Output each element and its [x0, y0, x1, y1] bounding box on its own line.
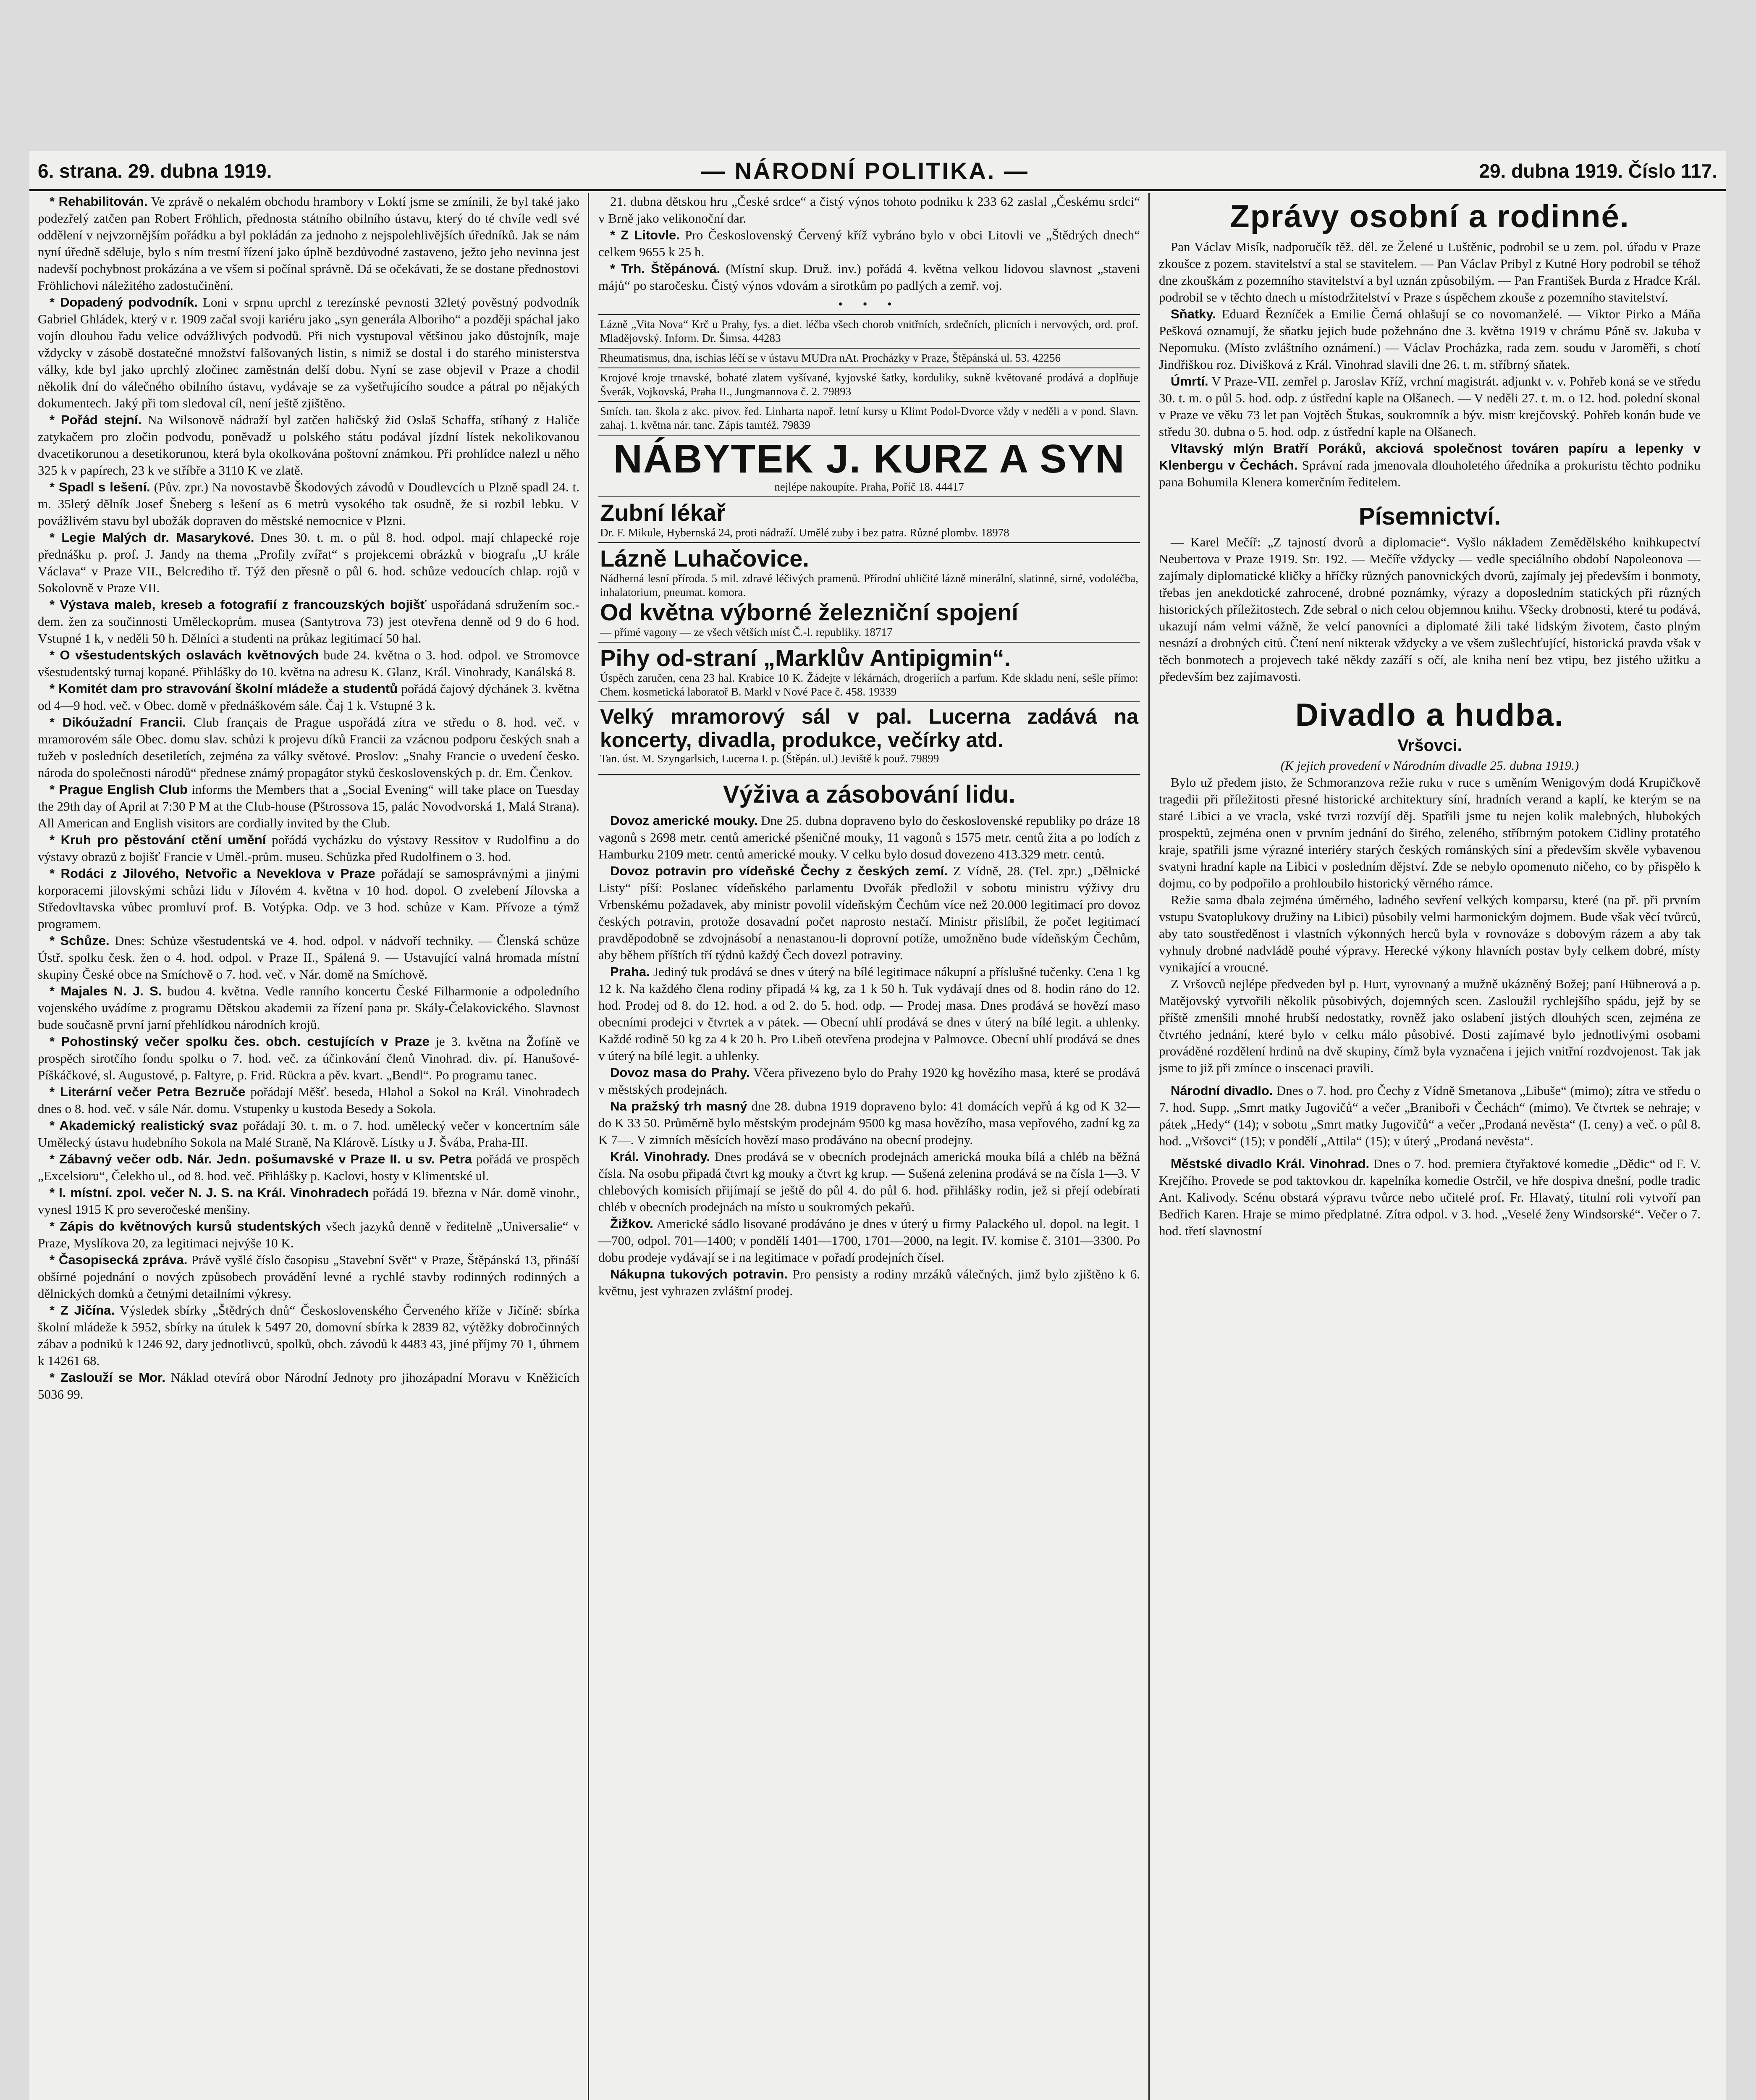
ad-tanecni-skola — [598, 401, 1140, 435]
article-lead: * Zápis do květnových kursů studentských — [50, 1219, 321, 1234]
article-body: pořádají Měšť. beseda, Hlahol a Sokol na Král. Vinohradech dnes o 8. hod. več. v sále Nár. domu. Vstupenky u kustoda Besedy a Sokola. — [38, 1084, 579, 1116]
article-lead: * Dopadený podvodník. — [50, 295, 198, 310]
article-lead: Dovoz americké mouky. — [610, 813, 758, 828]
article-body: Včera přivezeno bylo do Prahy 1920 kg hovězího masa, které se prodává v městských prodejnách. — [598, 1065, 1140, 1097]
article-paragraph — [38, 1302, 579, 1369]
ad-zubni-lekar — [598, 496, 1140, 542]
article-body: Režie sama dbala zejména úměrného, ladného sevření velkých komparsu, které (na př. při prvním vstupu Svatoplukovy družiny na Libici) působily velmi harmonickým dojmem. Bude však věcí tvůrců, aby tato soustředěnost i vlastních výkonných herců byla v rovnováze s dobovým rázem a aby tak vyhnuly drobné nadvládě pouhé výpravy. Herecké výkony hlavních postav byly celkem dobré, místy vynikající a vroucné. — [1159, 892, 1701, 974]
section-heading-divadlo: Divadlo a hudba. — [1295, 697, 1565, 733]
article-paragraph — [38, 596, 579, 647]
ad-text: nejlépe nakoupíte. Praha, Poříč 18. 44417 — [774, 480, 964, 493]
article-paragraph — [38, 1151, 579, 1184]
ad-antipigmin — [598, 642, 1140, 701]
article-body: Dnes prodává se v obecních prodejnách americká mouka bílá a chléb na běžná čísla. Na osobu připadá čtvrt kg mouky a čtvrt kg krup. — Sušená zelenina prodává se na čísla 1—3. V chlebových komisích přijímají se ještě do půl 4. do půl 6. hod. přihlášky rodin, jež si přejí odebírati chléb v obecních prodejnách na místo u soukromých pekařů. — [598, 1149, 1140, 1214]
article-body: Dnes o 7. hod. pro Čechy z Vídně Smetanova „Libuše“ (mimo); zítra ve středu o 7. hod. Supp. „Smrt matky Jugovičů“ a večer „Braniboři v Čechách“ (mimo). Ve čtvrtek se nehraje; v pátek „Hedy“ (14); v sobotu „Smrt matky Jugovičů“ a večer „Prodaná nevěsta“ (I. ceny) a več. o půl 8. hod. „Vršovci“ (15); v pondělí „Attila“ (15); v úterý „Prodaná nevěsta“. — [1159, 1083, 1701, 1148]
article-paragraph — [598, 863, 1140, 963]
article-body: Americké sádlo lisované prodáváno je dnes v úterý u firmy Palackého ul. dopol. na legit. 1—700, odpol. 701—1400; v pondělí 1401—1700, 1701—2000, na legit. IV. komise č. 3101—3300. Po dobu prodeje vydávají se i na legitimace v pořadí prodejních čísel. — [598, 1216, 1140, 1265]
article-paragraph — [598, 963, 1140, 1064]
article-paragraph — [598, 1098, 1140, 1148]
article-body: pořádají se samosprávnými a jinými korporacemi jilovskými schůzi lidu v Jílovém 4. května v 10 hod. dopol. O zvelebení Jílovska a Středovltavska vůbec promluví prof. B. Votýpka. Odp. ve 3 hod. schůze v Kam. Přívoze a týmž programem. — [38, 866, 579, 931]
article-title-vrsovci: Vršovci. — [1397, 736, 1462, 755]
article-narodni-divadlo — [1159, 1082, 1701, 1150]
section-heading-zpravy: Zprávy osobní a rodinné. — [1230, 199, 1630, 234]
article-body: pořádá ve prospěch „Excelsioru“, Čelekho ul., od 8. hod. več. Přihlášky p. Kaclovi, hosty v Klimentské ul. — [38, 1152, 579, 1183]
article-body: Na Wilsonově nádraží byl zatčen haličský žid Oslaš Schaffa, stíhaný z Haliče zatykačem pro zločin podvodu, poněvadž u polského státu podával jízdní lístek nekolikovanou dvacetikorunou a desetikorunou, která byla okolkována poštovní známkou. Při prohlídce nalezl u něho 325 k v papírech, 23 k ve stříbře a 3110 K ve zlatě. — [38, 412, 579, 478]
article-lead: * Pohostinský večer spolku čes. obch. cestujících v Praze — [50, 1034, 430, 1049]
article-paragraph — [598, 260, 1140, 294]
article-lead: Žižkov. — [610, 1216, 653, 1231]
article-body: Výsledek sbírky „Štědrých dnů“ Československého Červeného kříže v Jičíně: sbírka školní mládeže k 5952, sbírky na útulek k 5497 20, domovní sbírka k 2839 82, výtěžky dobročinných zábav a podniků k 1246 92, dary jednotlivců, spolků, obch. závodů k 4483 43, jiné příjmy 70 1, úhrnem k 14261 68. — [38, 1303, 579, 1368]
article-paragraph — [38, 832, 579, 865]
article-body: Z Vídně, 28. (Tel. zpr.) „Dělnické Listy“ píší: Poslanec vídeňského parlamentu Dvořák předložil v sobotu ministru výživy dru Vrbenskému požadavek, aby ministr povolil vídeňským Čechům více než 20.000 legitimací pro dovoz českých potravin, protože dosavadní počet naprosto nestačí. Ministr přislíbil, že počet legitimací pravděpodobně se zdvojnásobí a nenastanou-li doprovní potíže, umožněno bude vídeňským Čechům, aby během příštích tří týdnů každý Čech dovezl potraviny. — [598, 863, 1140, 962]
article-paragraph — [38, 680, 579, 714]
article-lead: Sňatky. — [1171, 306, 1216, 321]
article-paragraph — [38, 932, 579, 983]
article-body: Dnes 30. t. m. o půl 8. hod. odpol. mají chlapecké roje přednášku p. prof. J. Jandy na thema „Profily zvířat“ s projekcemi obrázků v biografu „U krále Václava“ v Praze VII., Belcrediho tř. Týž den přesně o půl 6. hod. schůze vedoucích chlap. rojů v Sokolovně v Praze VII. — [38, 530, 579, 595]
ad-subtitle: Od května výborné železniční spojení — [600, 599, 1018, 625]
ad-text: Dr. F. Mikule, Hybernská 24, proti nádraží. Umělé zuby i bez patra. Různé plombv. 18978 — [600, 526, 1009, 539]
header-date-right: 29. dubna 1919. Číslo 117. — [1479, 160, 1717, 182]
article-lead: * Dikóužadní Francii. — [50, 715, 186, 730]
article-lead: Dovoz masa do Prahy. — [610, 1065, 750, 1080]
article-body: Pro pensisty a rodiny mrzáků válečných, jimž bylo zjištěno k 6. květnu, jest vyhrazen zvláštní prodej. — [598, 1266, 1140, 1298]
article-body: budou 4. května. Vedle ranního koncertu České Filharmonie a odpoledního vojenského uvádíme z programu Dětskou akademii za řízení pana pr. Skály-Čelakovického. Slavnost bude současně první jarní přehlídkou národních krojů. — [38, 984, 579, 1032]
article-lead: * Zaslouží se Mor. — [50, 1370, 165, 1385]
ad-kroje — [598, 368, 1140, 401]
article-body: Bylo už předem jisto, že Schmoranzova režie ruku v ruce s uměním Wenigovým dodá Krupičkově tragedii při příležitosti přesné historické architektury síní, hradních verand a kaplí, ke kterým se na staré Libici a ve vracla, vské tvrzi rozvíjí děj. Spatřili jsme tu nejen kolik malebných, hlubokých prospektů, zejména onen v prvním jednání do širého, zeleného, stříbrným potokem Cidliny protatého kraje, spatřili jsme výrazné interiéry starých českých románských síní a především skvěle vybavenou svatyni hradní kaple na Libici v posledním dějství. Zde se nebylo opomenuto ničeho, co by přispělo k dojmu, co by podpořilo a prohloubilo historický věrného rámce. — [1159, 774, 1701, 890]
article-body: (Pův. zpr.) Na novostavbě Škodových závodů v Doudlevcích u Plzně spadl 24. t. m. 35letý dělník Josef Šneberg s lešení as 6 metrů vysokého tak osudně, že si rozbil lebku. V povážlivém stavu byl ubožák dopraven do městské nemocnice v Plzni. — [38, 480, 579, 528]
ad-luhacovice — [598, 542, 1140, 642]
article-body: informs the Members that a „Social Evening“ will take place on Tuesday the 29th day of April at 7:30 P M at the Club-house (Pštrossova 15, palác Novodvorská 1, Malá Strana). All American and English visitors are cordially invited by the Club. — [38, 782, 579, 830]
article-body: Pro Československý Červený kříž vybráno bylo v obci Litovli ve „Štědrých dnech“ celkem 9655 k 25 h. — [598, 228, 1140, 259]
ad-nabytek — [598, 435, 1140, 496]
article-body: Dnes o 7. hod. premiera čtyřaktové komedie „Dědic“ od F. V. Krejčího. Provede se pod taktovkou dr. kapelníka komedie Ostrčil, ve hře dospiva dnešní, podle tradic Ant. Kalivody. Scénu obstará výpravu tvůrce nebo učitelé prof. Fr. Hlavatý, titulní roli vytvoří pan Bedřich Karen. Hraje se mimo předplatné. Zítra odpol. v 3. hod. „Veselé ženy Windsorské“. Večer o 7. hod. třetí slavnostní — [1159, 1156, 1701, 1238]
article-paragraph — [1159, 306, 1701, 373]
article-lead: Nákupna tukových potravin. — [610, 1266, 788, 1281]
article-lead: * Rehabilitován. — [50, 194, 148, 209]
article-body: Z Vršovců nejlépe předveden byl p. Hurt, vyrovnaný a mužně ukázněný Božej; paní Hübnerová a p. Matějovský vytvořili několik působivých, dojemných scen. Zasloužil rychlejšího spádu, jejž by se příště zmenšili mnohé hrubší nedostatky, rovněž jako oslabení jistých dlouhých scen, zejména ze čtvrtého jednání, které bylo v celku málo působivé. Dosti zajímavé bylo jednotlivými osobami prováděné rozdělení hrdinů na dvě skupiny, čímž byla vyznačena i jejich vnitřní rozdvojenost. Tak jak jsme to již při zmínce o inscenaci pravili. — [1159, 976, 1701, 1075]
ad-text: Úspěch zaručen, cena 23 hal. Krabice 10 K. Žádejte v lékárnách, drogeriích a parfum. Kde skladu není, sešle přímo: Chem. kosmetická laboratoř B. Markl v Nové Pace č. 458. 19339 — [600, 672, 1138, 698]
article-lead: * Pořád stejní. — [50, 412, 142, 427]
article-lead: * Komitét dam pro stravování školní mládeže a studentů — [50, 681, 398, 696]
article-body: pořádají 30. t. m. o 7. hod. umělecký večer v koncertním sále Umělecký ústavu hudebního Sokola na Malé Straně, Na Klárově. Lístky u J. Švába, Praha-III. — [38, 1118, 579, 1150]
article-lead: * Časopisecká zpráva. — [50, 1252, 188, 1267]
page-header — [29, 151, 1726, 191]
column-left — [38, 193, 579, 2100]
article-body: Dne 25. dubna dopraveno bylo do československé republiky po dráze 18 vagonů s 2698 metr. centů americké pšeničné mouky, 11 vagonů s 1575 metr. centů žita a po lodích z Hamburku 2109 metr. centů americké mouky. V celku bylo dosud dovezeno 413.329 metr. centů. — [598, 813, 1140, 861]
article-paragraph — [598, 1266, 1140, 1299]
article-body: V Praze-VII. zemřel p. Jaroslav Kříž, vrchní magistrát. adjunkt v. v. Pohřeb koná se ve středu 30. t. m. o půl 5. hod. odp. z ústřední kaple na Olšanech. — V neděli 27. t. m. o 12. hod. polední skonal v Praze ve věku 73 let pan Vojtěch Štukas, soukromník a býv. mistr krejčovský. Pohřeb konán bude ve středu 30. dubna o 5. hod. odp. z ústřední kaple na Olšanech. — [1159, 373, 1701, 439]
article-paragraph — [1159, 976, 1701, 1076]
article-lead: Vltavský mlýn Bratří Poráků, akciová společnost továren papíru a lepenky v Klenbergu v Čechách. — [1159, 441, 1701, 472]
article-pisemnictvi: — Karel Mečíř: „Z tajností dvorů a diplomacie“. Vyšlo nákladem Zemědělského knihkupectví Neubertova v Praze 1919. Str. 192. — Mečíře vždycky — vedle speciálního období Napoleonova — zajímaly diplomatické kličky a hříčky různých panovnických dvorů, zajímaly jej především i bonmoty, třebas jen anekdotické zahrocené, drobné poznámky, výrazy a doposledním statických při různých historických příležitostech. Zde sebral o nich celou objemnou knihu. Všecky drobnosti, které tu podává, ukazují nám velmi vážně, že velcí panovníci a diplomaté žili také lidským životem, často plným nesnází a drobných citů. Čtení není nikterak vždycky a ve všem zušlechťující, historická pravda však v těch bonmotech a projevech také někdy zazáří s očí, ale kniha není bez vtipu, bez jistého užitku a především bez zajímavosti. — [1159, 535, 1701, 684]
article-paragraph — [38, 1184, 579, 1218]
article-lead: * Kruh pro pěstování ctění umění — [50, 832, 266, 847]
article-lead: * Majales N. J. S. — [50, 984, 162, 998]
article-paragraph — [598, 193, 1140, 227]
article-lead: Národní divadlo. — [1171, 1083, 1273, 1098]
ad-text: Lázně „Vita Nova“ Krč u Prahy, fys. a diet. léčba všech chorob vnitřních, srdečních, plicních i nervových, ord. prof. Mladějovský. Inform. Dr. Šimsa. 44283 — [600, 318, 1138, 344]
article-paragraph — [1159, 373, 1701, 440]
ad-vita-nova — [598, 314, 1140, 348]
article-body: Ve zprávě o nekalém obchodu hrambory v Loktí jsme se zmínili, že byl také jako podezřelý zatčen pan Robert Fröhlich, přednosta státního obilního ústavu, který do té chvíle vedl své oddělení v nejvzornějším pořádku a byl pokládán za jednoho z nejspolehlivějších úředníků. Jak se nám nyní úředně sděluje, bylo s ním trestní řízení jako úplně bezdůvodné zastaveno, ježto jeho nevinna jest nadevší pochybnost prokázána a ve všem si počínal správně. Dá se očekávati, že se dostane přednostovi Fröhlichovi náležitého zadostučinění. — [38, 194, 579, 293]
column-rule — [1148, 193, 1150, 2100]
article-subtitle: (K jejich provedení v Národním divadle 25. dubna 1919.) — [1280, 758, 1579, 773]
article-lead: * I. místní. zpol. večer N. J. S. na Král. Vinohradech — [50, 1185, 369, 1200]
article-body: uspořádaná sdružením soc.-dem. žen za součinnosti Uměleckoprům. musea (Santytrova 73) jest otevřena denně od 9 do 6 hod. Vstupné 1 k, v neděli 50 h. Dělníci a studenti na průkaz legitimací 50 hal. — [38, 597, 579, 646]
article-body: Loni v srpnu uprchl z terezínské pevnosti 32letý pověstný podvodník Gabriel Ghládek, který v r. 1909 začal svoji kariéru jako „syn generála Alboriho“ a později spáchal jako vojín dlouhou řadu velice odvážlivých podvodů. Při nich vystupoval většinou jako důstojník, maje vždycky v zásobě dostatečné množství falšovaných listin, s nimiž se dostal i do starého ministerstva války, kde byl jako uprchlý zločinec zaměstnán delší dobu. Nyní se zase objevil v Praze a chodil několik dní do válečného obilního ústavu, vydávaje se za vyšetřujícího soudce a pátral po nějakých dokumentech. Jaký při tom sledoval cíl, není ještě zjištěno. — [38, 295, 579, 410]
article-paragraph — [38, 865, 579, 932]
article-body: všech jazyků denně v ředitelně „Universalie“ v Praze, Myslíkova 20, za legitimaci nejvýše 10 K. — [38, 1219, 579, 1250]
ad-text: — přímé vagony — ze všech větších míst Č.-l. republiky. 18717 — [600, 626, 893, 638]
article-lead: * Prague English Club — [50, 782, 188, 797]
column-rule — [588, 193, 589, 2100]
article-paragraph — [598, 227, 1140, 260]
article-lead: * Spadl s lešení. — [50, 480, 150, 494]
article-paragraph — [38, 781, 579, 832]
article-lead: * Z Jičína. — [50, 1303, 115, 1318]
section-heading-pisemnictvi: Písemnictví. — [1358, 502, 1501, 530]
article-lead: Dovoz potravin pro vídeňské Čechy z českých zemí. — [610, 863, 948, 878]
article-lead: * Rodáci z Jilového, Netvořic a Neveklova v Praze — [50, 866, 375, 881]
article-body: Právě vyšlé číslo časopisu „Stavební Svět“ v Praze, Štěpánská 13, přináší obšírné pojednání o nových způsobech provádění levné a rychlé stavby rodinných rodinných a dělnických domků a četnými detailními výkresy. — [38, 1252, 579, 1301]
article-paragraph — [38, 1252, 579, 1302]
article-paragraph — [38, 1369, 579, 1403]
article-paragraph — [38, 983, 579, 1033]
article-lead: * Trh. Štěpánová. — [610, 261, 721, 276]
article-body: pořádá vycházku do výstavy Ressitov v Rudolfinu a do výstavy obrazů z bojišť Francie v Uměl.-prům. museu. Schůzka před Rudolfinem o 3. hod. — [38, 832, 579, 864]
ad-text: Nádherná lesní příroda. 5 mil. zdravé léčivých pramenů. Přírodní uhličité lázně minerální, slatinné, sirné, vodoléčba, inhalatorium, pneumat. komora. — [600, 572, 1138, 598]
article-body: Club français de Prague uspořádá zítra ve středu o 8. hod. več. v mramorovém sále Obec. domu slav. schůzi k projevu díků Francii za vzácnou podporu českých snah a tužeb v posledních desetiletích, zejména za války světové. Proslov: „Snahy Francie o uvedení česko. národa do společnosti národů“ přednese známý propagátor styků československých p. dr. Em. Čenkov. — [38, 715, 579, 780]
separator: • • • — [838, 297, 901, 311]
article-lead: Praha. — [610, 964, 650, 979]
article-paragraph — [38, 479, 579, 529]
article-paragraph — [38, 714, 579, 781]
article-paragraph — [598, 812, 1140, 863]
ad-title: Velký mramorový sál v pal. Lucerna zadává na koncerty, divadla, produkce, večírky atd. — [600, 705, 1138, 752]
article-body: Pan Václav Misík, nadporučík těž. děl. ze Želené u Luštěnic, podrobil se u zem. pol. úřadu v Praze zkoušce z pozem. stavitelství a stal se stavitelem. — Pan Václav Pribyl z Kutné Hory podrobil se téhož dne zkouškám z pozemního stavitelství a byl uznán způsobilým. — Pan František Burda z Hradce Král. podrobil se v těchto dnech u místodržitelství v Praze s úspěchem zkouše z pozemního stavitelství. — [1159, 239, 1701, 304]
article-lead: Na pražský trh masný — [610, 1098, 747, 1113]
article-paragraph — [1159, 892, 1701, 976]
article-paragraph — [38, 1033, 579, 1084]
ad-text: Smích. tan. škola z akc. pivov. řed. Linharta napoř. letní kursy u Klimt Podol-Dvorce vždy v neděli a v pond. Slavn. zahaj. 1. května nár. tanc. Zápis tamtéž. 79839 — [600, 405, 1138, 431]
header-date-left: 6. strana. 29. dubna 1919. — [38, 160, 272, 182]
ad-text: Krojové kroje trnavské, bohaté zlatem vyšívané, kyjovské šatky, korduliky, sukně květované prodává a doplňuje Šverák, Vojkovská, Praha II., Jungmannova č. 2. 79893 — [600, 371, 1138, 398]
article-body: pořádá 19. března v Nár. domě vinohr., vynesl 1915 K pro severočeské menšiny. — [38, 1185, 579, 1217]
article-lead: * Zábavný večer odb. Nár. Jedn. pošumavské v Praze II. u sv. Petra — [50, 1152, 472, 1166]
article-paragraph — [38, 647, 579, 680]
ad-title: Zubní lékař — [600, 499, 726, 526]
section-heading-vyziva: Výživa a zásobování lidu. — [598, 774, 1140, 808]
article-paragraph — [598, 1064, 1140, 1098]
ad-lucerna — [598, 701, 1140, 768]
article-lead: * Akademický realistický svaz — [50, 1118, 238, 1133]
column-middle — [598, 193, 1140, 2100]
article-body: Eduard Řezníček a Emilie Černá ohlašují se co novomanželé. — Viktor Pirko a Máňa Pešková oznamují, že sňatku jejich bude požehnáno dne 3. května 1919 v chrámu Páně sv. Jakuba v Nepomuku. (Místo zvláštního oznámení.) — Václav Procházka, rada zem. soudu v Jaroměři, s chotí Jindřiškou roz. Divišková z Král. Vinohrad slavili dne 26. t. m. stříbrný sňatek. — [1159, 306, 1701, 372]
ad-title: Pihy od-straní „Marklův Antipigmin“. — [600, 645, 1011, 671]
article-paragraph — [1159, 774, 1701, 892]
article-paragraph — [598, 1148, 1140, 1215]
article-body: pořádá čajový dýchánek 3. května od 4—9 hod. več. v Obec. domě v přednáškovém sále. Čaj 1 k. Vstupné 3 k. — [38, 681, 579, 713]
article-body: Správní rada jmenovala dlouholetého úředníka a prokuristu těchto podniku pana Bohumila Klenera komerčním ředitelem. — [1159, 457, 1701, 489]
article-paragraph — [38, 193, 579, 294]
article-paragraph — [598, 1215, 1140, 1266]
article-lead: * Z Litovle. — [610, 228, 680, 242]
ad-title: NÁBYTEK J. KURZ A SYN — [613, 436, 1125, 481]
ad-title: Lázně Luhačovice. — [600, 545, 809, 572]
article-lead: * O všestudentských oslavách květnových — [50, 648, 319, 662]
article-lead: Městské divadlo Král. Vinohrad. — [1171, 1156, 1370, 1171]
masthead-title: — NÁRODNÍ POLITIKA. — — [701, 158, 1029, 184]
article-body: Dnes: Schůze všestudentská ve 4. hod. odpol. v nádvoří techniky. — Členská schůze Ústř. spolku česk. žen o 4. hod. odpol. v Praze II., Spálená 9. — Ustavující valná hromada místní skupiny České obce na Smíchově o 7. hod. več. v Nár. domě na Smíchově. — [38, 933, 579, 982]
article-paragraph — [38, 294, 579, 412]
article-paragraph — [38, 1117, 579, 1151]
article-body: 21. dubna dětskou hru „České srdce“ a čistý výnos tohoto podniku k 233 62 zaslal „Českému srdci“ v Brně jako velikonoční dar. — [598, 194, 1140, 226]
article-lead: * Výstava maleb, kreseb a fotografií z francouzských bojišť — [50, 597, 427, 612]
article-lead: Král. Vinohrady. — [610, 1149, 710, 1164]
article-body: bude 24. května o 3. hod. odpol. ve Stromovce všestudentský turnaj kopané. Přihlášky do 10. května na adresu K. Glanz, Král. Vinohrady, Kanálská 8. — [38, 648, 579, 679]
article-lead: * Literární večer Petra Bezruče — [50, 1084, 246, 1099]
article-body: Jediný tuk prodává se dnes v úterý na bílé legitimace nákupní a příslušné tučenky. Cena 1 kg 12 k. Na každého člena rodiny připadá ¼ kg, za 1 k 50 h. Tuk vydávají dnes od 8. hodin ráno do 12. hod. Prodej od 8. do 12. hod. a od 2. do 5. hod. odp. — Prodej masa. Dnes prodává se hovězí maso obecními prodejci v čtvrtek a v pátek. — Obecní uhlí prodává se dnes v úterý na bílé legit. a uhlenky. Každé rodině 50 kg za 4 k 20 h. Pro Libeň otevřena prodejna v Palmovce. Obecní uhlí prodává se dnes v úterý na bílé legit. a uhlenky. — [598, 964, 1140, 1063]
article-lead: Úmrtí. — [1171, 373, 1208, 388]
article-paragraph — [38, 529, 579, 596]
ad-text: Rheumatismus, dna, ischias léčí se v ústavu MUDra nAt. Procházky v Praze, Štěpánská ul. 53. 42256 — [600, 352, 1061, 364]
ad-text: Tan. úst. M. Szyngarlsich, Lucerna I. p. (Štěpán. ul.) Jeviště k použ. 79899 — [600, 752, 939, 765]
article-paragraph — [38, 1218, 579, 1252]
column-right — [1159, 193, 1701, 2100]
article-paragraph — [1159, 239, 1701, 306]
article-body: (Místní skup. Druž. inv.) pořádá 4. května velkou lidovou slavnost „staveni májů“ po staročesku. Čistý výnos vdovám a sirotkům po padlých a zemř. voj. — [598, 261, 1140, 293]
article-lead: * Legie Malých dr. Masarykové. — [50, 530, 254, 545]
article-body: je 3. května na Žofíně ve prospěch sirotčího fondu spolku o 7. hod. več. za účinkování členů Vinohrad. div. pí. Hanušové-Píškáčkové, sl. Augustové, p. Faltyre, p. Frid. Rückra a pěv. kvart. „Bendl“. Po programu tanec. — [38, 1034, 579, 1082]
article-body: Náklad otevírá obor Národní Jednoty pro jihozápadní Moravu v Kněžicích 5036 99. — [38, 1370, 579, 1402]
newspaper-page — [29, 151, 1726, 2100]
article-paragraph — [38, 1084, 579, 1117]
article-lead: * Schůze. — [50, 933, 110, 948]
article-paragraph — [1159, 440, 1701, 491]
article-paragraph — [38, 412, 579, 479]
article-vinohrady-divadlo — [1159, 1155, 1701, 1239]
ad-rheumatismus — [598, 348, 1140, 368]
article-body: dne 28. dubna 1919 dopraveno bylo: 41 domácích vepřů á kg od K 32— do K 33 50. Průměrně bylo městským prodejnám 9500 kg masa hovězího, masa vepřového, zadní kg za K 7—. V zimních měsících hovězí maso prodáváno na obecní prodejny. — [598, 1098, 1140, 1147]
